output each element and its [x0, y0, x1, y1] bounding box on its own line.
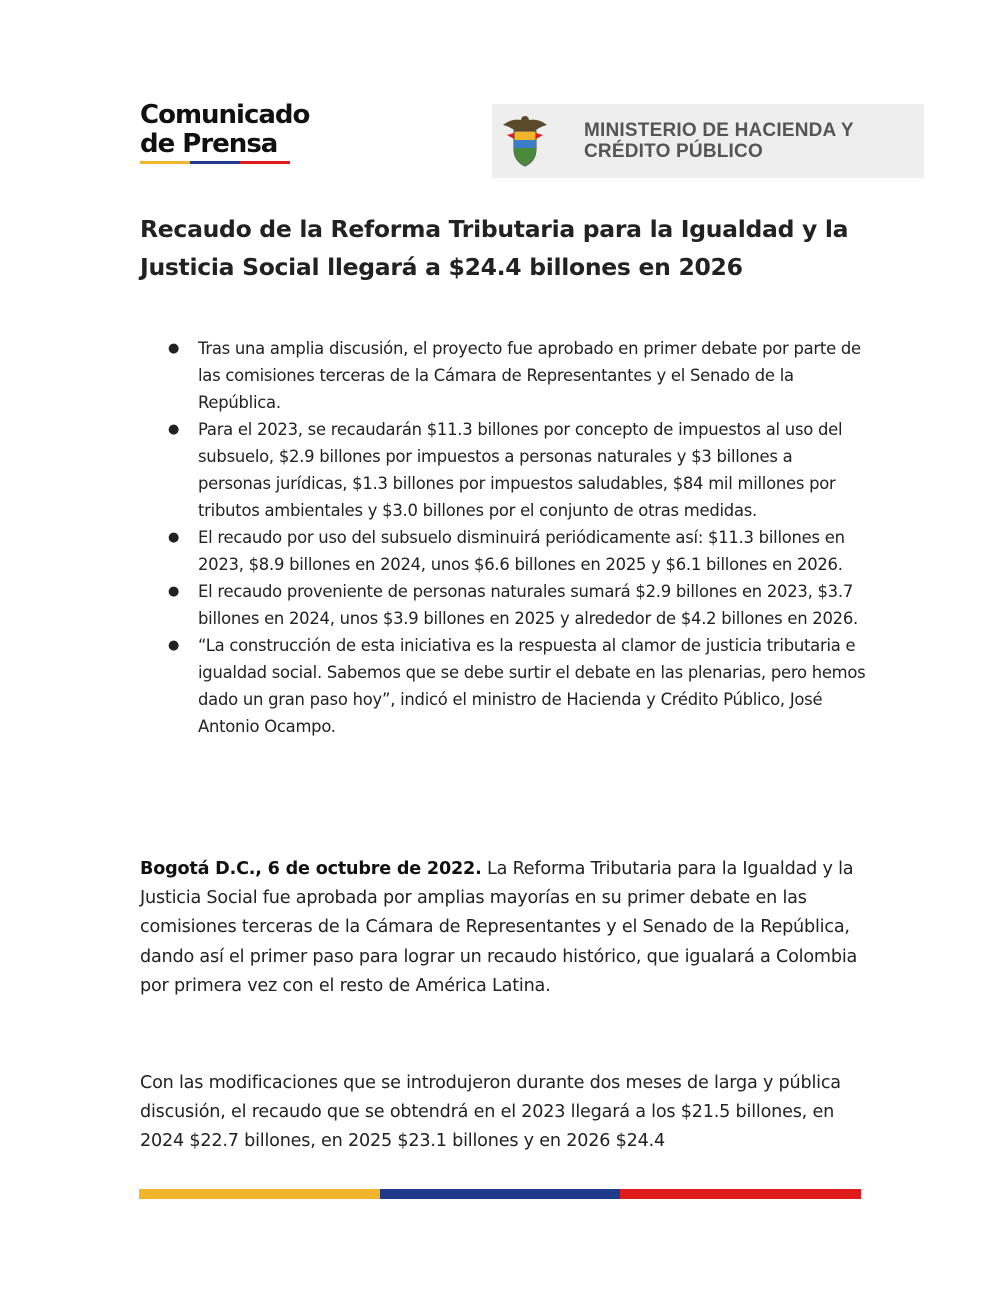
bullet-text: Tras una amplia discusión, el proyecto fue aprobado en primer debate por parte de las comisiones terceras de la Cámara de Representantes y el Senado de la República. [198, 339, 861, 412]
list-item [168, 632, 868, 740]
logo-line-1: Comunicado [140, 100, 310, 130]
summary-bullet-list [168, 335, 868, 740]
list-item [168, 335, 868, 416]
paragraph-1-text: La Reforma Tributaria para la Igualdad y la Justicia Social fue aprobada por amplias mayorías en su primer debate en las comisiones terceras de la Cámara de Representantes y el Senado de la República, dando así el primer paso para lograr un recaudo histórico, que igualará a Colombia por primera vez con el resto de América Latina. [140, 859, 858, 996]
page-title: Recaudo de la Reforma Tributaria para la Igualdad y la Justicia Social llegará a $24.4 billones en 2026 [140, 215, 849, 281]
bullet-text: Para el 2023, se recaudarán $11.3 billones por concepto de impuestos al uso del subsuelo, $2.9 billones por impuestos a personas naturales y $3 billones a personas jurídicas, $1.3 billones por impuestos saludables, $84 mil millones por tributos ambientales y $3.0 billones por el conjunto de otras medidas. [198, 420, 843, 520]
bullet-text: El recaudo proveniente de personas naturales sumará $2.9 billones en 2023, $3.7 billones en 2024, unos $3.9 billones en 2025 y alrededor de $4.2 billones en 2026. [198, 582, 858, 628]
bullet-icon: ● [168, 341, 180, 356]
bullet-text: “La construcción de esta iniciativa es la respuesta al clamor de justicia tributaria e igualdad social. Sabemos que se debe surtir el debate en las plenarias, pero hemos dado un gran paso hoy”, indicó el ministro de Hacienda y Crédito Público, José Antonio Ocampo. [198, 636, 866, 736]
list-item [168, 416, 868, 524]
list-item [168, 524, 868, 578]
ministry-name-line-2: CRÉDITO PÚBLICO [584, 141, 763, 162]
list-item [168, 578, 868, 632]
footer-color-stripe [139, 1189, 861, 1199]
ministry-banner [492, 104, 924, 178]
body-paragraph-1 [140, 855, 870, 1001]
logo-color-stripe [140, 161, 290, 164]
press-release-logo [140, 101, 309, 164]
bullet-text: El recaudo por uso del subsuelo disminuirá periódicamente así: $11.3 billones en 2023, $8.9 billones en 2024, unos $6.6 billones en 2025 y $6.1 billones en 2026. [198, 528, 845, 574]
ministry-name [584, 120, 854, 162]
bullet-icon: ● [168, 638, 180, 653]
logo-line-2: de Prensa [140, 129, 278, 159]
bullet-icon: ● [168, 530, 180, 545]
coat-of-arms-icon [492, 104, 558, 178]
body-paragraph-2: Con las modificaciones que se introdujeron durante dos meses de larga y pública discusión, el recaudo que se obtendrá en el 2023 llegará a los $21.5 billones, en 2024 $22.7 billones, en 2025 $23.1 billones y en 2026 $24.4 [140, 1073, 841, 1152]
ministry-name-line-1: MINISTERIO DE HACIENDA Y [584, 120, 854, 141]
bullet-icon: ● [168, 422, 180, 437]
dateline: Bogotá D.C., 6 de octubre de 2022. [140, 859, 482, 879]
bullet-icon: ● [168, 584, 180, 599]
